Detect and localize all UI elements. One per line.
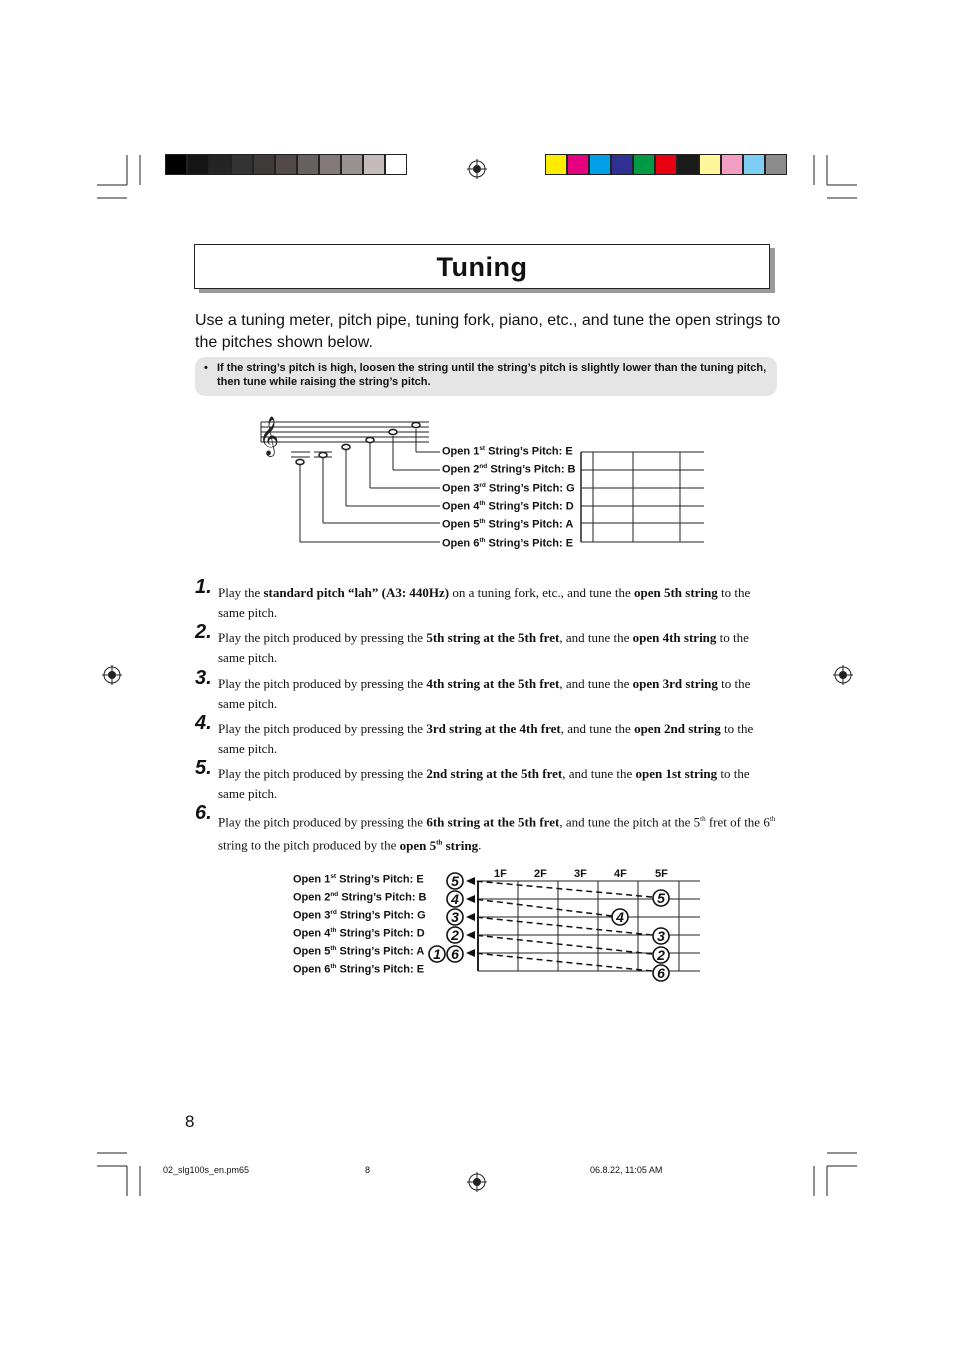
step-circle-6-label: 6 (657, 965, 665, 981)
bullet: • (204, 362, 208, 374)
intro-paragraph: Use a tuning meter, pitch pipe, tuning fork, piano, etc., and tune the open strings to the pitches shown below. (195, 312, 781, 351)
step-1: 1. Play the standard pitch “lah” (A3: 440Hz) on a tuning fork, etc., and tune the open 5th string to the same pitch. (195, 576, 751, 620)
footer-date: 06.8.22, 11:05 AM (590, 1165, 663, 1175)
title-box (194, 244, 770, 289)
fretboard-diagram (425, 870, 725, 980)
string-circle-1-label: 1 (433, 946, 441, 962)
step-5: 5. Play the pitch produced by pressing the 2nd string at the 5th fret, and tune the open 1st string to the same pitch. (195, 757, 750, 801)
note-head (389, 429, 397, 434)
step-number: 4. (195, 712, 212, 734)
footer-page: 8 (365, 1165, 371, 1175)
staff-label-string-6: Open 6th String’s Pitch: E (442, 537, 574, 550)
tuning-arrow-line (474, 899, 612, 916)
step-2: 2. Play the pitch produced by pressing the 5th string at the 5th fret, and tune the open 4th string to the same pitch. (195, 621, 749, 665)
color-swatch (253, 154, 275, 175)
registration-mark-top-icon (467, 159, 487, 179)
staff-label-string-3: Open 3rd String’s Pitch: G (442, 482, 575, 495)
footer-file: 02_slg100s_en.pm65 (163, 1165, 250, 1175)
fret-label-string-5: Open 5th String’s Pitch: A (293, 945, 425, 958)
registration-mark-left-icon (102, 665, 122, 685)
step-6: 6. Play the pitch produced by pressing the 6th string at the 5th fret, and tune the pitch at the 5th fret of the 6th string to the pitch produced by the open 5th string. (195, 802, 776, 853)
registration-mark-bottom-icon (467, 1172, 487, 1192)
step-4: 4. Play the pitch produced by pressing the 3rd string at the 4th fret, and tune the open 2nd string to the same pitch. (195, 712, 754, 756)
color-swatch (721, 154, 743, 175)
step-number: 1. (195, 576, 212, 598)
step-number: 2. (195, 621, 212, 643)
color-swatch (275, 154, 297, 175)
staff-label-string-5: Open 5th String’s Pitch: A (442, 518, 574, 531)
fret-number-4: 4F (614, 868, 627, 880)
color-swatch (699, 154, 721, 175)
color-swatch (209, 154, 231, 175)
color-swatch (545, 154, 567, 175)
color-swatch (677, 154, 699, 175)
note-box (195, 357, 777, 396)
fret-label-string-3: Open 3rd String’s Pitch: G (293, 909, 426, 922)
arrow-head-icon (466, 895, 475, 903)
color-swatch (363, 154, 385, 175)
color-swatch (165, 154, 187, 175)
color-swatch (589, 154, 611, 175)
fret-label-string-4: Open 4th String’s Pitch: D (293, 927, 425, 940)
color-swatch (633, 154, 655, 175)
fret-number-5: 5F (655, 868, 668, 880)
note-text: If the string’s pitch is high, loosen the string until the string’s pitch is slightly lower than the tuning pitch, then tune while raising the string’s pitch. (217, 362, 767, 388)
registration-mark-right-icon (833, 665, 853, 685)
note-head (342, 444, 350, 449)
color-swatch (611, 154, 633, 175)
note-head (412, 422, 420, 427)
string-circle-4-label: 4 (451, 891, 459, 907)
staff-label-string-1: Open 1st String’s Pitch: E (442, 445, 573, 458)
string-circle-3-label: 3 (451, 909, 459, 925)
tuning-arrow-line (474, 881, 652, 897)
string-circle-5-label: 5 (451, 873, 459, 889)
staff-label-string-2: Open 2nd String’s Pitch: B (442, 463, 576, 476)
arrow-head-icon (466, 913, 475, 921)
fret-number-3: 3F (574, 868, 587, 880)
color-swatch (187, 154, 209, 175)
note-head (319, 452, 327, 457)
page-number: 8 (185, 1112, 195, 1131)
step-number: 3. (195, 667, 212, 689)
note-head (366, 437, 374, 442)
fret-number-2: 2F (534, 868, 547, 880)
treble-clef-icon: 𝄞 (259, 416, 280, 456)
fret-number-1: 1F (494, 868, 507, 880)
string-circle-2-label: 2 (451, 927, 459, 943)
color-swatch (567, 154, 589, 175)
color-swatch (655, 154, 677, 175)
color-swatch (765, 154, 787, 175)
color-swatch (341, 154, 363, 175)
note-head (296, 459, 304, 464)
tuning-arrow-line (474, 935, 652, 954)
step-circle-4-label: 4 (616, 909, 624, 925)
step-circle-2-label: 2 (657, 947, 665, 963)
arrow-head-icon (466, 931, 475, 939)
step-number: 5. (195, 757, 212, 779)
tuning-arrow-line (474, 953, 652, 971)
step-number: 6. (195, 802, 212, 824)
color-swatch (385, 154, 407, 175)
fret-label-string-2: Open 2nd String’s Pitch: B (293, 891, 427, 904)
arrow-head-icon (466, 949, 475, 957)
step-3: 3. Play the pitch produced by pressing the 4th string at the 5th fret, and tune the open 3rd string to the same pitch. (195, 667, 751, 711)
color-swatch (297, 154, 319, 175)
color-swatch (231, 154, 253, 175)
string-circle-6-label: 6 (451, 946, 459, 962)
staff-label-string-4: Open 4th String’s Pitch: D (442, 500, 574, 513)
page-title: Tuning (436, 252, 528, 282)
fret-label-string-6: Open 6th String’s Pitch: E (293, 963, 425, 976)
step-circle-3-label: 3 (657, 928, 665, 944)
fret-label-string-1: Open 1st String’s Pitch: E (293, 873, 424, 886)
color-swatch (319, 154, 341, 175)
color-swatch (743, 154, 765, 175)
arrow-head-icon (466, 877, 475, 885)
step-circle-5-label: 5 (657, 890, 665, 906)
